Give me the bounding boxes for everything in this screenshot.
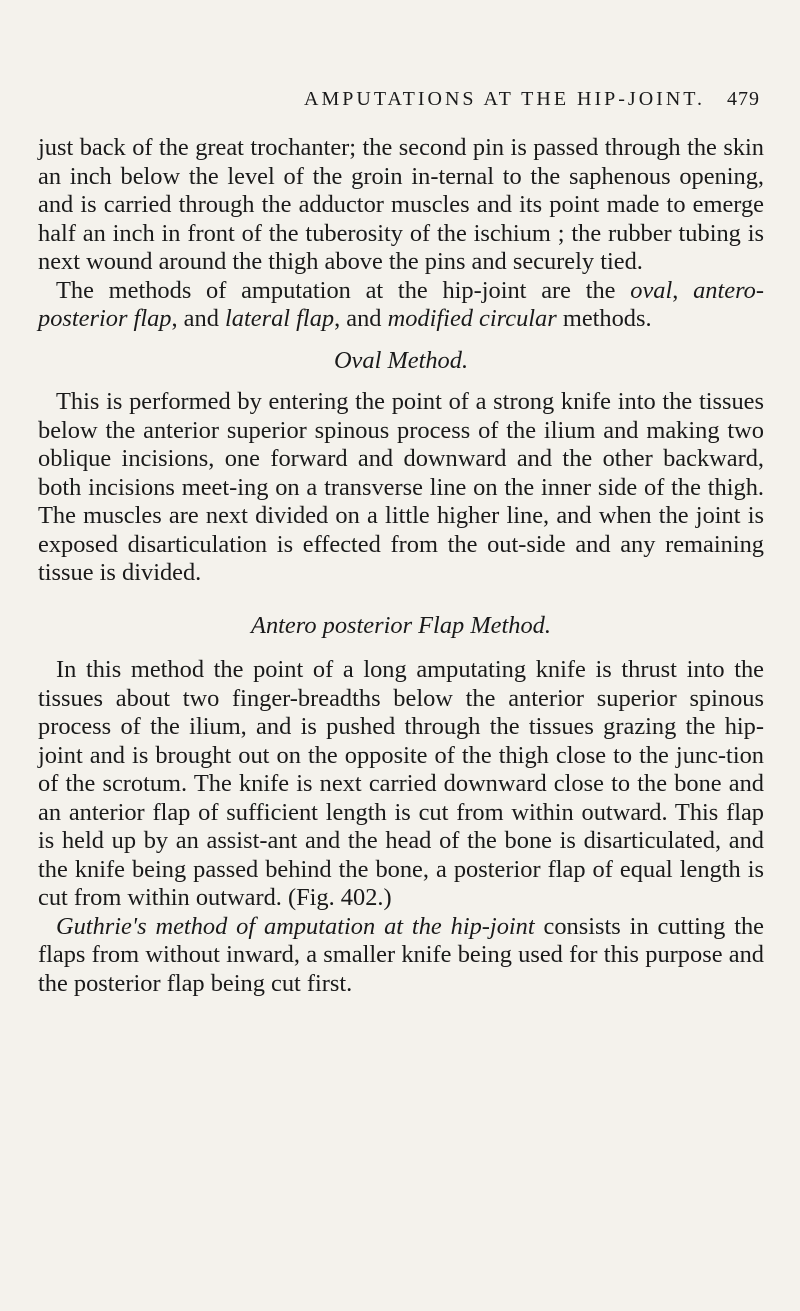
page-header [38,88,764,118]
term-oval: oval [630,276,673,304]
page-number: 479 [727,88,760,110]
term-lateral-flap: lateral flap [225,305,335,332]
methods-separator-2: , and [171,305,225,332]
term-modified-circular: modified circular [387,305,557,332]
book-page [38,88,764,998]
term-antero-posterior-flap: antero-posterior flap [38,276,764,332]
methods-lead-text: The methods of amputation at the hip-joint are the [56,276,631,304]
running-head: AMPUTATIONS AT THE HIP-JOINT. [304,88,705,110]
paragraph-oval-method: This is performed by entering the point of a strong knife into the tissues below the anterior superior spinous process of the ilium and making two oblique incisions, one forward and downward and the other backward, both incisions meet-ing on a transverse line on the inner side of the thigh. The muscles are next divided on a little higher line, and when the joint is exposed disarticulation is effected from the out-side and any remaining tissue is divided. [38,388,764,586]
heading-oval-method: Oval Method. [333,346,469,374]
heading-antero-posterior-flap-method: Antero posterior Flap Method. [251,611,551,639]
methods-separator-1: , [672,276,694,304]
paragraph-pin-placement: just back of the great trochanter; the second pin is passed through the skin an inch below the level of the groin in-ternal to the saphenous opening, and is carried through the adductor muscles and its point made to emerge half an inch in front of the tuberosity of the ischium ; the rubber tubing is next wound around the thigh above the pins and securely tied. [38,134,764,275]
methods-separator-3: , and [334,305,388,332]
term-guthrie-method: Guthrie's method of amputation at the hip-joint [56,912,535,940]
page-body [38,134,764,998]
guthrie-tail-text: consists in cutting the flaps from without inward, a smaller knife being used for this purpose and the posterior flap being cut first. [38,912,764,997]
paragraph-guthrie-method [38,913,764,999]
paragraph-methods-list [38,277,764,334]
paragraph-antero-posterior-method: In this method the point of a long amputating knife is thrust into the tissues about two finger-breadths below the anterior superior spinous process of the ilium, and is pushed through the tissues grazing the hip-joint and is brought out on the opposite of the thigh close to the junc-tion of the scrotum. The knife is next carried downward close to the bone and an anterior flap of sufficient length is cut from within outward. This flap is held up by an assist-ant and the head of the bone is disarticulated, and the knife being passed behind the bone, a posterior flap of equal length is cut from within outward. (Fig. 402.) [38,656,764,911]
methods-tail-text: methods. [556,305,652,332]
